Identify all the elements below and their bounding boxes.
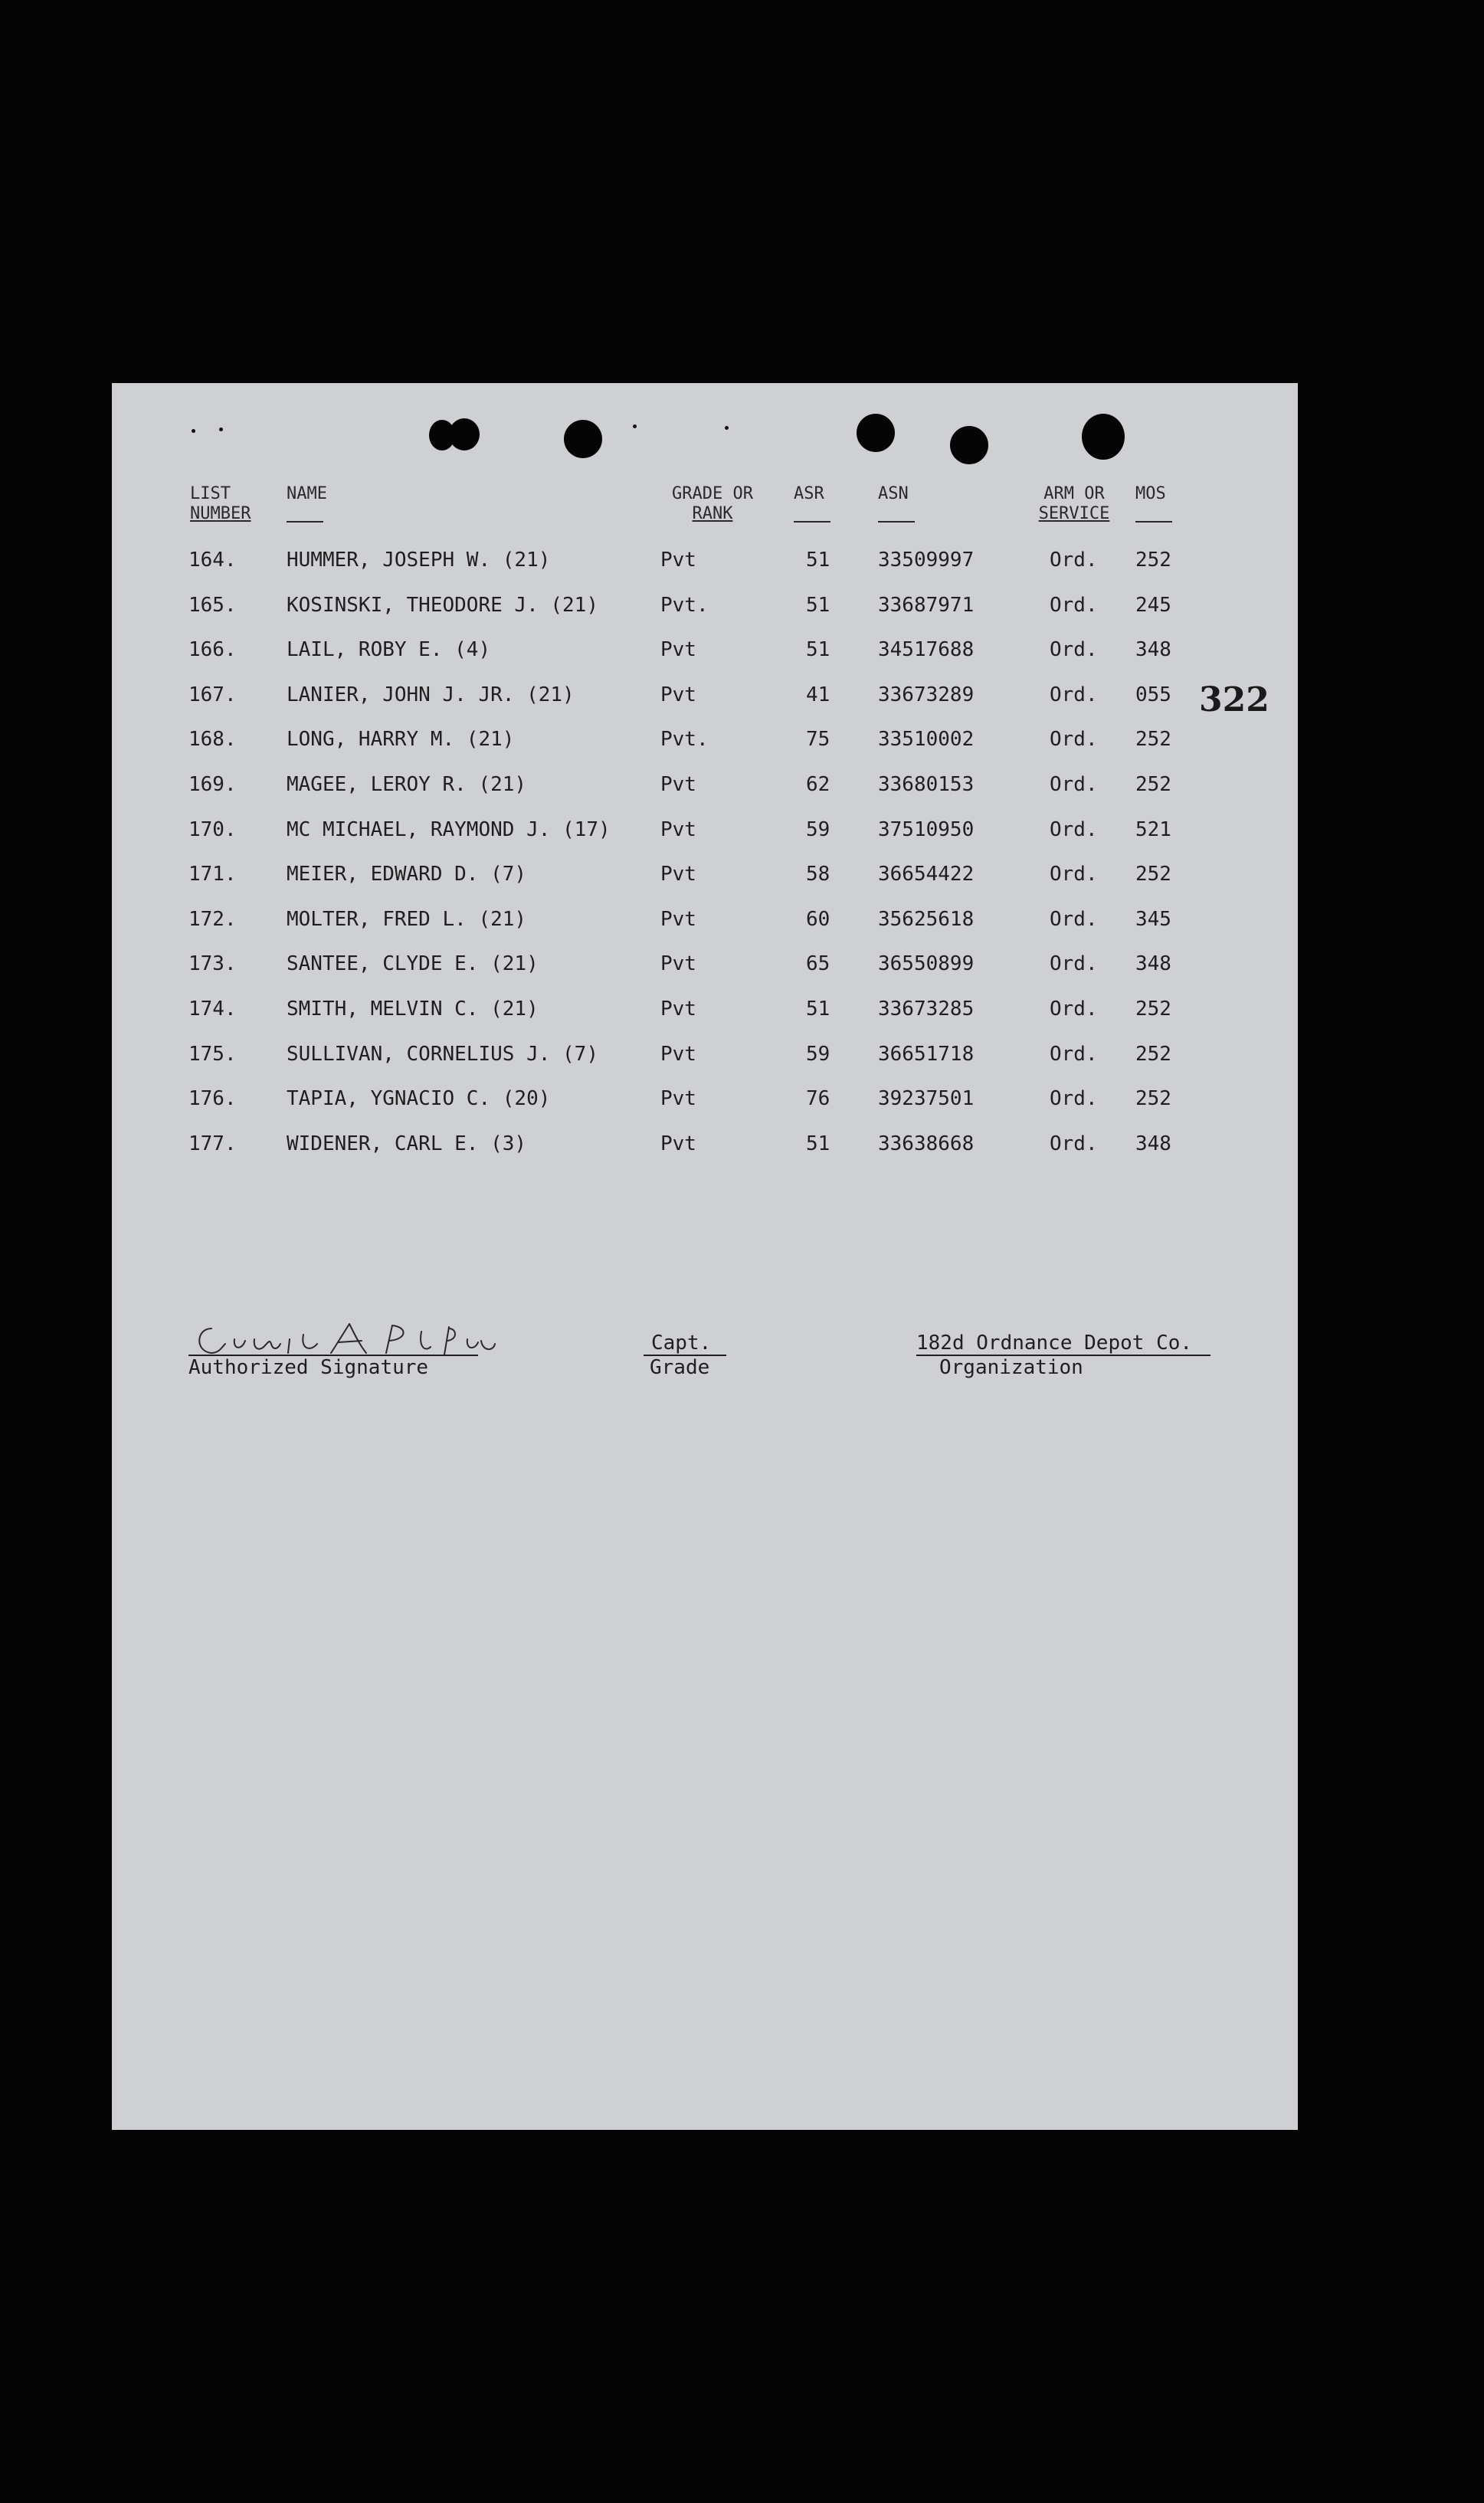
cell-num: 164. — [188, 549, 237, 572]
cell-name: SANTEE, CLYDE E. (21) — [287, 952, 539, 976]
table-row — [112, 952, 1298, 997]
cell-num: 174. — [188, 998, 237, 1021]
cell-num: 167. — [188, 683, 237, 706]
cell-asr: 51 — [806, 998, 830, 1021]
cell-num: 177. — [188, 1132, 237, 1155]
cell-mos: 348 — [1135, 1132, 1171, 1155]
cell-arm: Ord. — [1050, 683, 1098, 706]
cell-num: 171. — [188, 863, 237, 886]
speck — [192, 429, 195, 433]
header-asr-underline — [794, 521, 830, 523]
grade-value: Capt. — [651, 1332, 712, 1355]
header-asn-underline — [878, 521, 915, 523]
cell-grade: Pvt. — [660, 728, 709, 752]
cell-mos: 252 — [1135, 1042, 1171, 1066]
cell-asr: 59 — [806, 1042, 830, 1066]
cell-arm: Ord. — [1050, 817, 1098, 841]
table-row — [112, 1043, 1298, 1087]
table-row — [112, 998, 1298, 1042]
cell-name: WIDENER, CARL E. (3) — [287, 1132, 527, 1155]
cell-arm: Ord. — [1050, 773, 1098, 796]
cell-asr: 51 — [806, 593, 830, 617]
cell-num: 166. — [188, 638, 237, 662]
cell-asn: 33510002 — [878, 728, 975, 752]
table-row — [112, 594, 1298, 638]
cell-num: 165. — [188, 593, 237, 617]
cell-asn: 33638668 — [878, 1132, 975, 1155]
cell-asr: 75 — [806, 728, 830, 752]
cell-grade: Pvt — [660, 817, 696, 841]
cell-name: LAIL, ROBY E. (4) — [287, 638, 491, 662]
grade-label: Grade — [650, 1356, 710, 1379]
cell-name: KOSINSKI, THEODORE J. (21) — [287, 593, 598, 617]
cell-mos: 252 — [1135, 998, 1171, 1021]
cell-mos: 055 — [1135, 683, 1171, 706]
table-row — [112, 1132, 1298, 1177]
cell-mos: 521 — [1135, 817, 1171, 841]
cell-num: 172. — [188, 907, 237, 931]
header-mos: MOS — [1135, 484, 1166, 503]
header-list-number: LIST NUMBER — [190, 484, 251, 523]
cell-name: MOLTER, FRED L. (21) — [287, 907, 527, 931]
cell-grade: Pvt — [660, 1087, 696, 1111]
cell-name: TAPIA, YGNACIO C. (20) — [287, 1087, 551, 1111]
header-asr: ASR — [794, 484, 824, 503]
table-row — [112, 863, 1298, 907]
cell-mos: 252 — [1135, 863, 1171, 886]
table-row — [112, 818, 1298, 863]
organization-label: Organization — [939, 1356, 1083, 1379]
header-name: NAME — [287, 484, 327, 503]
header-grade-or-rank: GRADE OR RANK — [672, 484, 753, 523]
header-mos-underline — [1135, 521, 1172, 523]
table-row — [112, 638, 1298, 683]
cell-grade: Pvt — [660, 1132, 696, 1155]
punch-hole — [950, 426, 988, 464]
cell-grade: Pvt — [660, 549, 696, 572]
punch-hole — [564, 420, 602, 458]
header-arm-or-service: ARM OR SERVICE — [1038, 484, 1110, 523]
cell-asn: 37510950 — [878, 817, 975, 841]
cell-name: LANIER, JOHN J. JR. (21) — [287, 683, 575, 706]
cell-grade: Pvt — [660, 1042, 696, 1066]
header-name-underline — [287, 521, 323, 523]
table-row — [112, 773, 1298, 817]
cell-arm: Ord. — [1050, 952, 1098, 976]
cell-grade: Pvt. — [660, 593, 709, 617]
cell-name: SULLIVAN, CORNELIUS J. (7) — [287, 1042, 598, 1066]
cell-arm: Ord. — [1050, 998, 1098, 1021]
table-row — [112, 549, 1298, 593]
cell-num: 173. — [188, 952, 237, 976]
cell-arm: Ord. — [1050, 638, 1098, 662]
cell-arm: Ord. — [1050, 593, 1098, 617]
speck — [633, 424, 637, 428]
cell-arm: Ord. — [1050, 863, 1098, 886]
cell-asn: 39237501 — [878, 1087, 975, 1111]
cell-asr: 65 — [806, 952, 830, 976]
cell-asn: 36654422 — [878, 863, 975, 886]
cell-asn: 33673285 — [878, 998, 975, 1021]
cell-num: 169. — [188, 773, 237, 796]
cell-asn: 33673289 — [878, 683, 975, 706]
cell-name: MEIER, EDWARD D. (7) — [287, 863, 527, 886]
cell-asr: 58 — [806, 863, 830, 886]
cell-asn: 34517688 — [878, 638, 975, 662]
cell-asn: 36550899 — [878, 952, 975, 976]
cell-name: MAGEE, LEROY R. (21) — [287, 773, 527, 796]
cell-arm: Ord. — [1050, 907, 1098, 931]
cell-grade: Pvt — [660, 863, 696, 886]
speck — [725, 426, 729, 430]
table-row — [112, 728, 1298, 772]
cell-num: 176. — [188, 1087, 237, 1111]
signature-label: Authorized Signature — [188, 1356, 429, 1379]
cell-mos: 245 — [1135, 593, 1171, 617]
table-row — [112, 683, 1298, 728]
document-page — [112, 383, 1298, 2130]
cell-name: MC MICHAEL, RAYMOND J. (17) — [287, 817, 611, 841]
cell-name: HUMMER, JOSEPH W. (21) — [287, 549, 551, 572]
cell-arm: Ord. — [1050, 1132, 1098, 1155]
cell-asr: 41 — [806, 683, 830, 706]
table-row — [112, 908, 1298, 952]
cell-asr: 76 — [806, 1087, 830, 1111]
cell-asr: 62 — [806, 773, 830, 796]
cell-name: LONG, HARRY M. (21) — [287, 728, 515, 752]
punch-hole — [449, 418, 480, 450]
cell-mos: 252 — [1135, 773, 1171, 796]
cell-arm: Ord. — [1050, 1087, 1098, 1111]
cell-name: SMITH, MELVIN C. (21) — [287, 998, 539, 1021]
page-stamp: 322 — [1199, 680, 1269, 719]
cell-asn: 35625618 — [878, 907, 975, 931]
punch-hole — [857, 414, 895, 452]
cell-num: 175. — [188, 1042, 237, 1066]
cell-mos: 348 — [1135, 638, 1171, 662]
cell-num: 170. — [188, 817, 237, 841]
cell-asn: 36651718 — [878, 1042, 975, 1066]
table-row — [112, 1087, 1298, 1132]
cell-grade: Pvt — [660, 683, 696, 706]
cell-arm: Ord. — [1050, 549, 1098, 572]
cell-asn: 33509997 — [878, 549, 975, 572]
cell-asr: 59 — [806, 817, 830, 841]
header-asn: ASN — [878, 484, 909, 503]
organization-value: 182d Ordnance Depot Co. — [916, 1332, 1193, 1355]
speck — [219, 428, 223, 431]
cell-grade: Pvt — [660, 998, 696, 1021]
cell-grade: Pvt — [660, 907, 696, 931]
cell-mos: 345 — [1135, 907, 1171, 931]
cell-num: 168. — [188, 728, 237, 752]
cell-mos: 252 — [1135, 549, 1171, 572]
cell-arm: Ord. — [1050, 1042, 1098, 1066]
cell-arm: Ord. — [1050, 728, 1098, 752]
punch-hole — [1082, 414, 1125, 460]
cell-asr: 51 — [806, 549, 830, 572]
cell-mos: 252 — [1135, 1087, 1171, 1111]
cell-asr: 51 — [806, 638, 830, 662]
cell-asr: 60 — [806, 907, 830, 931]
cell-asr: 51 — [806, 1132, 830, 1155]
cell-grade: Pvt — [660, 773, 696, 796]
cell-mos: 348 — [1135, 952, 1171, 976]
cell-asn: 33687971 — [878, 593, 975, 617]
cell-mos: 252 — [1135, 728, 1171, 752]
cell-asn: 33680153 — [878, 773, 975, 796]
cell-grade: Pvt — [660, 638, 696, 662]
cell-grade: Pvt — [660, 952, 696, 976]
